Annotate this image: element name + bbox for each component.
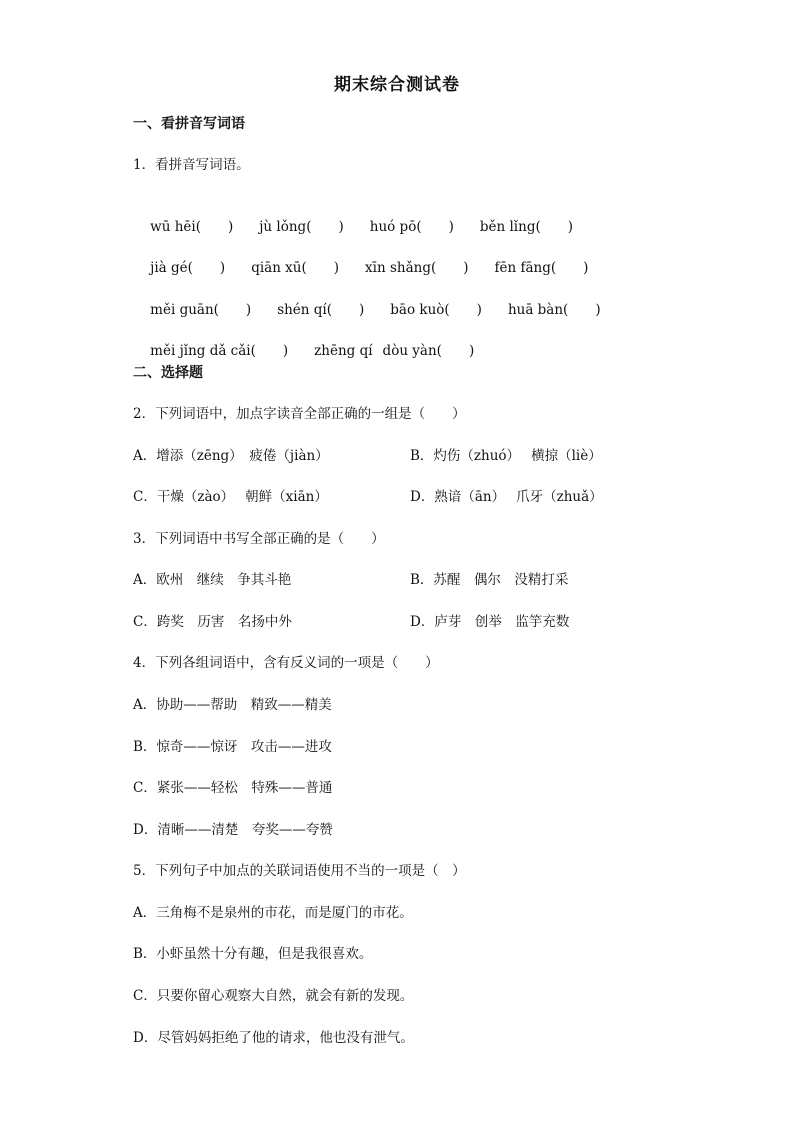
q2-option-d: D．熟谙（ān） 爪牙（zhuǎ） [410,489,603,505]
pinyin-item: běn lǐng( ) [479,219,573,235]
section-2-heading: 二、选择题 [133,365,203,381]
q4-stem: 4．下列各组词语中，含有反义词的一项是（ ） [133,655,439,671]
pinyin-item: huó pō( ) [369,219,454,235]
q3-option-c: C．跨奖 历害 名扬中外 [133,614,292,630]
pinyin-item: bāo kuò( ) [390,302,482,318]
q2-option-b: B．灼伤（zhuó） 横掠（liè） [410,448,602,464]
q5-option-c: C．只要你留心观察大自然，就会有新的发现。 [133,988,414,1004]
pinyin-row-2 [133,238,589,276]
q2-option-a: A．增添（zēng） 疲倦（jiàn） [133,448,329,464]
q3-option-b: B．苏醒 偶尔 没精打采 [410,572,569,588]
q3-option-a: A．欧州 继续 争其斗艳 [133,572,292,588]
q3-option-d: D．庐芽 创举 监竽充数 [410,614,570,630]
q3-stem: 3．下列词语中书写全部正确的是（ ） [133,531,385,547]
pinyin-item: qiān xū( ) [251,260,340,276]
pinyin-item: wū hēi( ) [150,219,234,235]
q4-option-d: D．清晰——清楚 夸奖——夸赞 [133,822,333,838]
q5-option-d: D．尽管妈妈拒绝了他的请求，他也没有泄气。 [133,1030,414,1046]
q2-option-c: C．干燥（zào） 朝鲜（xiān） [133,489,328,505]
q4-option-b: B．惊奇——惊讶 攻击——进攻 [133,739,332,755]
q5-option-b: B．小虾虽然十分有趣，但是我很喜欢。 [133,946,373,962]
q5-option-a: A．三角梅不是泉州的市花，而是厦门的市花。 [133,905,413,921]
q5-stem: 5．下列句子中加点的关联词语使用不当的一项是（ ） [133,863,466,879]
pinyin-item: měi jǐng dǎ cǎi( ) [150,343,289,359]
pinyin-row-3 [133,280,601,318]
q2-stem: 2．下列词语中，加点字读音全部正确的一组是（ ） [133,406,466,422]
pinyin-row-4 [133,321,475,359]
pinyin-item: xīn shǎng( ) [365,260,469,276]
q4-option-c: C．紧张——轻松 特殊——普通 [133,780,333,796]
pinyin-item: měi guān( ) [150,302,252,318]
q4-option-a: A．协助——帮助 精致——精美 [133,697,332,713]
pinyin-item: zhēng qí [314,343,373,359]
pinyin-item: jù lǒng( ) [259,219,344,235]
page-title: 期末综合测试卷 [334,75,460,95]
pinyin-item: huā bàn( ) [507,302,601,318]
pinyin-item: dòu yàn( ) [382,343,475,359]
pinyin-item: fēn fāng( ) [494,260,589,276]
pinyin-item: jià gé( ) [150,260,226,276]
section-1-heading: 一、看拼音写词语 [133,116,245,132]
pinyin-item: shén qí( ) [277,302,365,318]
pinyin-row-1 [133,197,573,235]
q1-stem: 1．看拼音写词语。 [133,157,250,173]
